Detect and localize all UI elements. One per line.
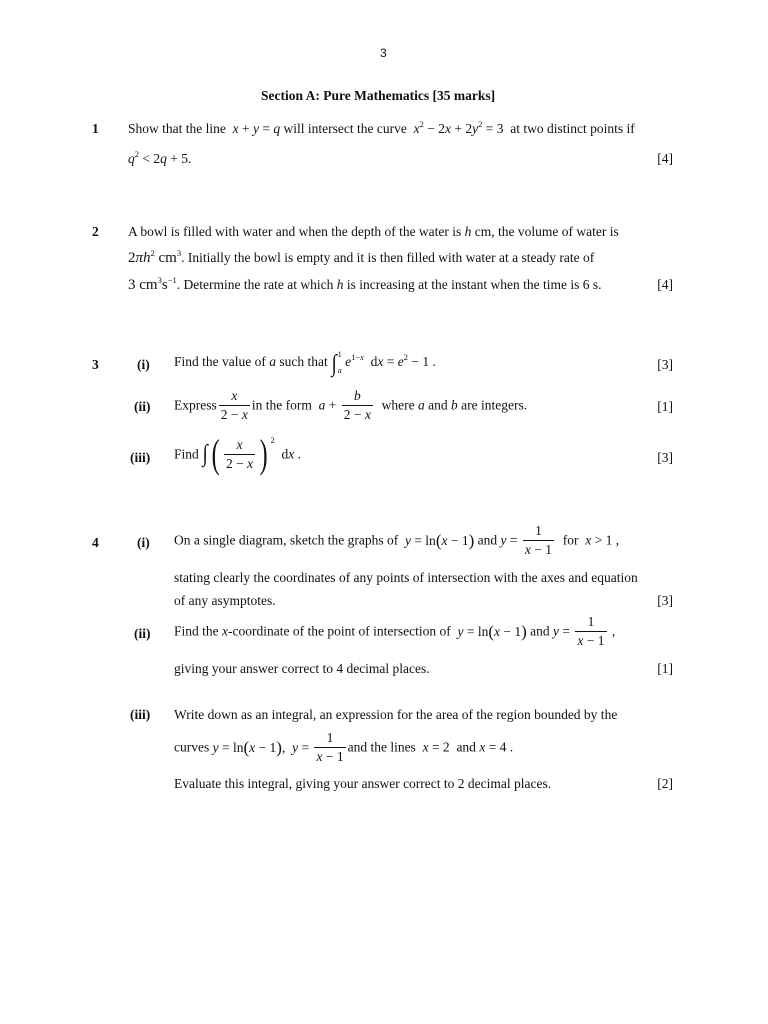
q4-part-i-label: (i) [137, 535, 150, 550]
q4-part-iii-line-1: Write down as an integral, an expression for the area of the region bounded by the [174, 707, 618, 722]
q4-part-i-line-2: stating clearly the coordinates of any points of intersection with the axes and equation [174, 570, 638, 585]
q1-line-2: $q^2 < 2q + 5$. [128, 149, 192, 166]
question-number-2: 2 [92, 224, 99, 239]
q3-part-ii-mark: [1] [657, 399, 673, 414]
q4-part-ii-label: (ii) [134, 626, 151, 641]
q4-part-iii-line-2: curves y = ln(x − 1), y = $\frac{1}{x - 1}$ and the lines x = 2 and x = 4 . [174, 730, 514, 764]
q1-line-1: Show that the line x + y = q will intersect the curve $x^2 - 2x + 2y^2 = 3$ at two distinct points if [128, 119, 635, 136]
q4-part-i-text: On a single diagram, sketch the graphs of y = ln(x − 1) and y = $\frac{1}{x - 1}$ for x > 1 , [174, 523, 620, 557]
q2-line-3: 3 $cm^3s^{-1}$. Determine the rate at which h is increasing at the instant when the time is 6 s. [128, 275, 602, 293]
q2-line-2: $2\pi h^2$ $cm^3$. Initially the bowl is empty and it is then filled with water at a steady rate of [128, 248, 595, 266]
question-number-3: 3 [92, 357, 99, 372]
q4-part-iii-mark: [2] [657, 776, 673, 791]
q3-part-iii-label: (iii) [130, 450, 151, 465]
q3-part-iii-mark: [3] [657, 450, 673, 465]
question-number-1: 1 [92, 121, 99, 136]
question-number-4: 4 [92, 535, 99, 550]
q3-part-i-text: Find the value of a such that ∫ 1 a $e^{1-x}$ dx = $e^2 - 1$ . [174, 350, 436, 378]
section-title: Section A: Pure Mathematics [35 marks] [261, 88, 496, 103]
q3-part-ii-label: (ii) [134, 399, 151, 414]
q3-part-ii-text: Express $\frac{x}{2 - x}$ in the form a + $\frac{b}{2 - x}$ where a and b are integers. [174, 388, 528, 422]
q1-mark: [4] [657, 151, 673, 166]
q4-part-iii-line-3: Evaluate this integral, giving your answer correct to 2 decimal places. [174, 776, 552, 791]
q4-part-ii-mark: [1] [657, 661, 673, 676]
q3-part-i-label: (i) [137, 357, 150, 372]
q4-part-i-mark: [3] [657, 593, 673, 608]
q2-line-1: A bowl is filled with water and when the depth of the water is h cm, the volume of water is [128, 224, 619, 239]
q3-part-i-mark: [3] [657, 357, 673, 372]
q4-part-iii-label: (iii) [130, 707, 151, 722]
q3-part-iii-text: Find ∫( $\frac{x}{2 - x}$ ) $^2$ dx . [174, 431, 301, 477]
q4-part-ii-line-2: giving your answer correct to 4 decimal places. [174, 661, 430, 676]
q4-part-ii-text: Find the x-coordinate of the point of intersection of y = ln(x − 1) and y = $\frac{1}{x - 1}$ , [174, 614, 616, 648]
q4-part-i-line-3: of any asymptotes. [174, 593, 276, 608]
page-number: 3 [380, 46, 387, 60]
q2-mark: [4] [657, 277, 673, 292]
